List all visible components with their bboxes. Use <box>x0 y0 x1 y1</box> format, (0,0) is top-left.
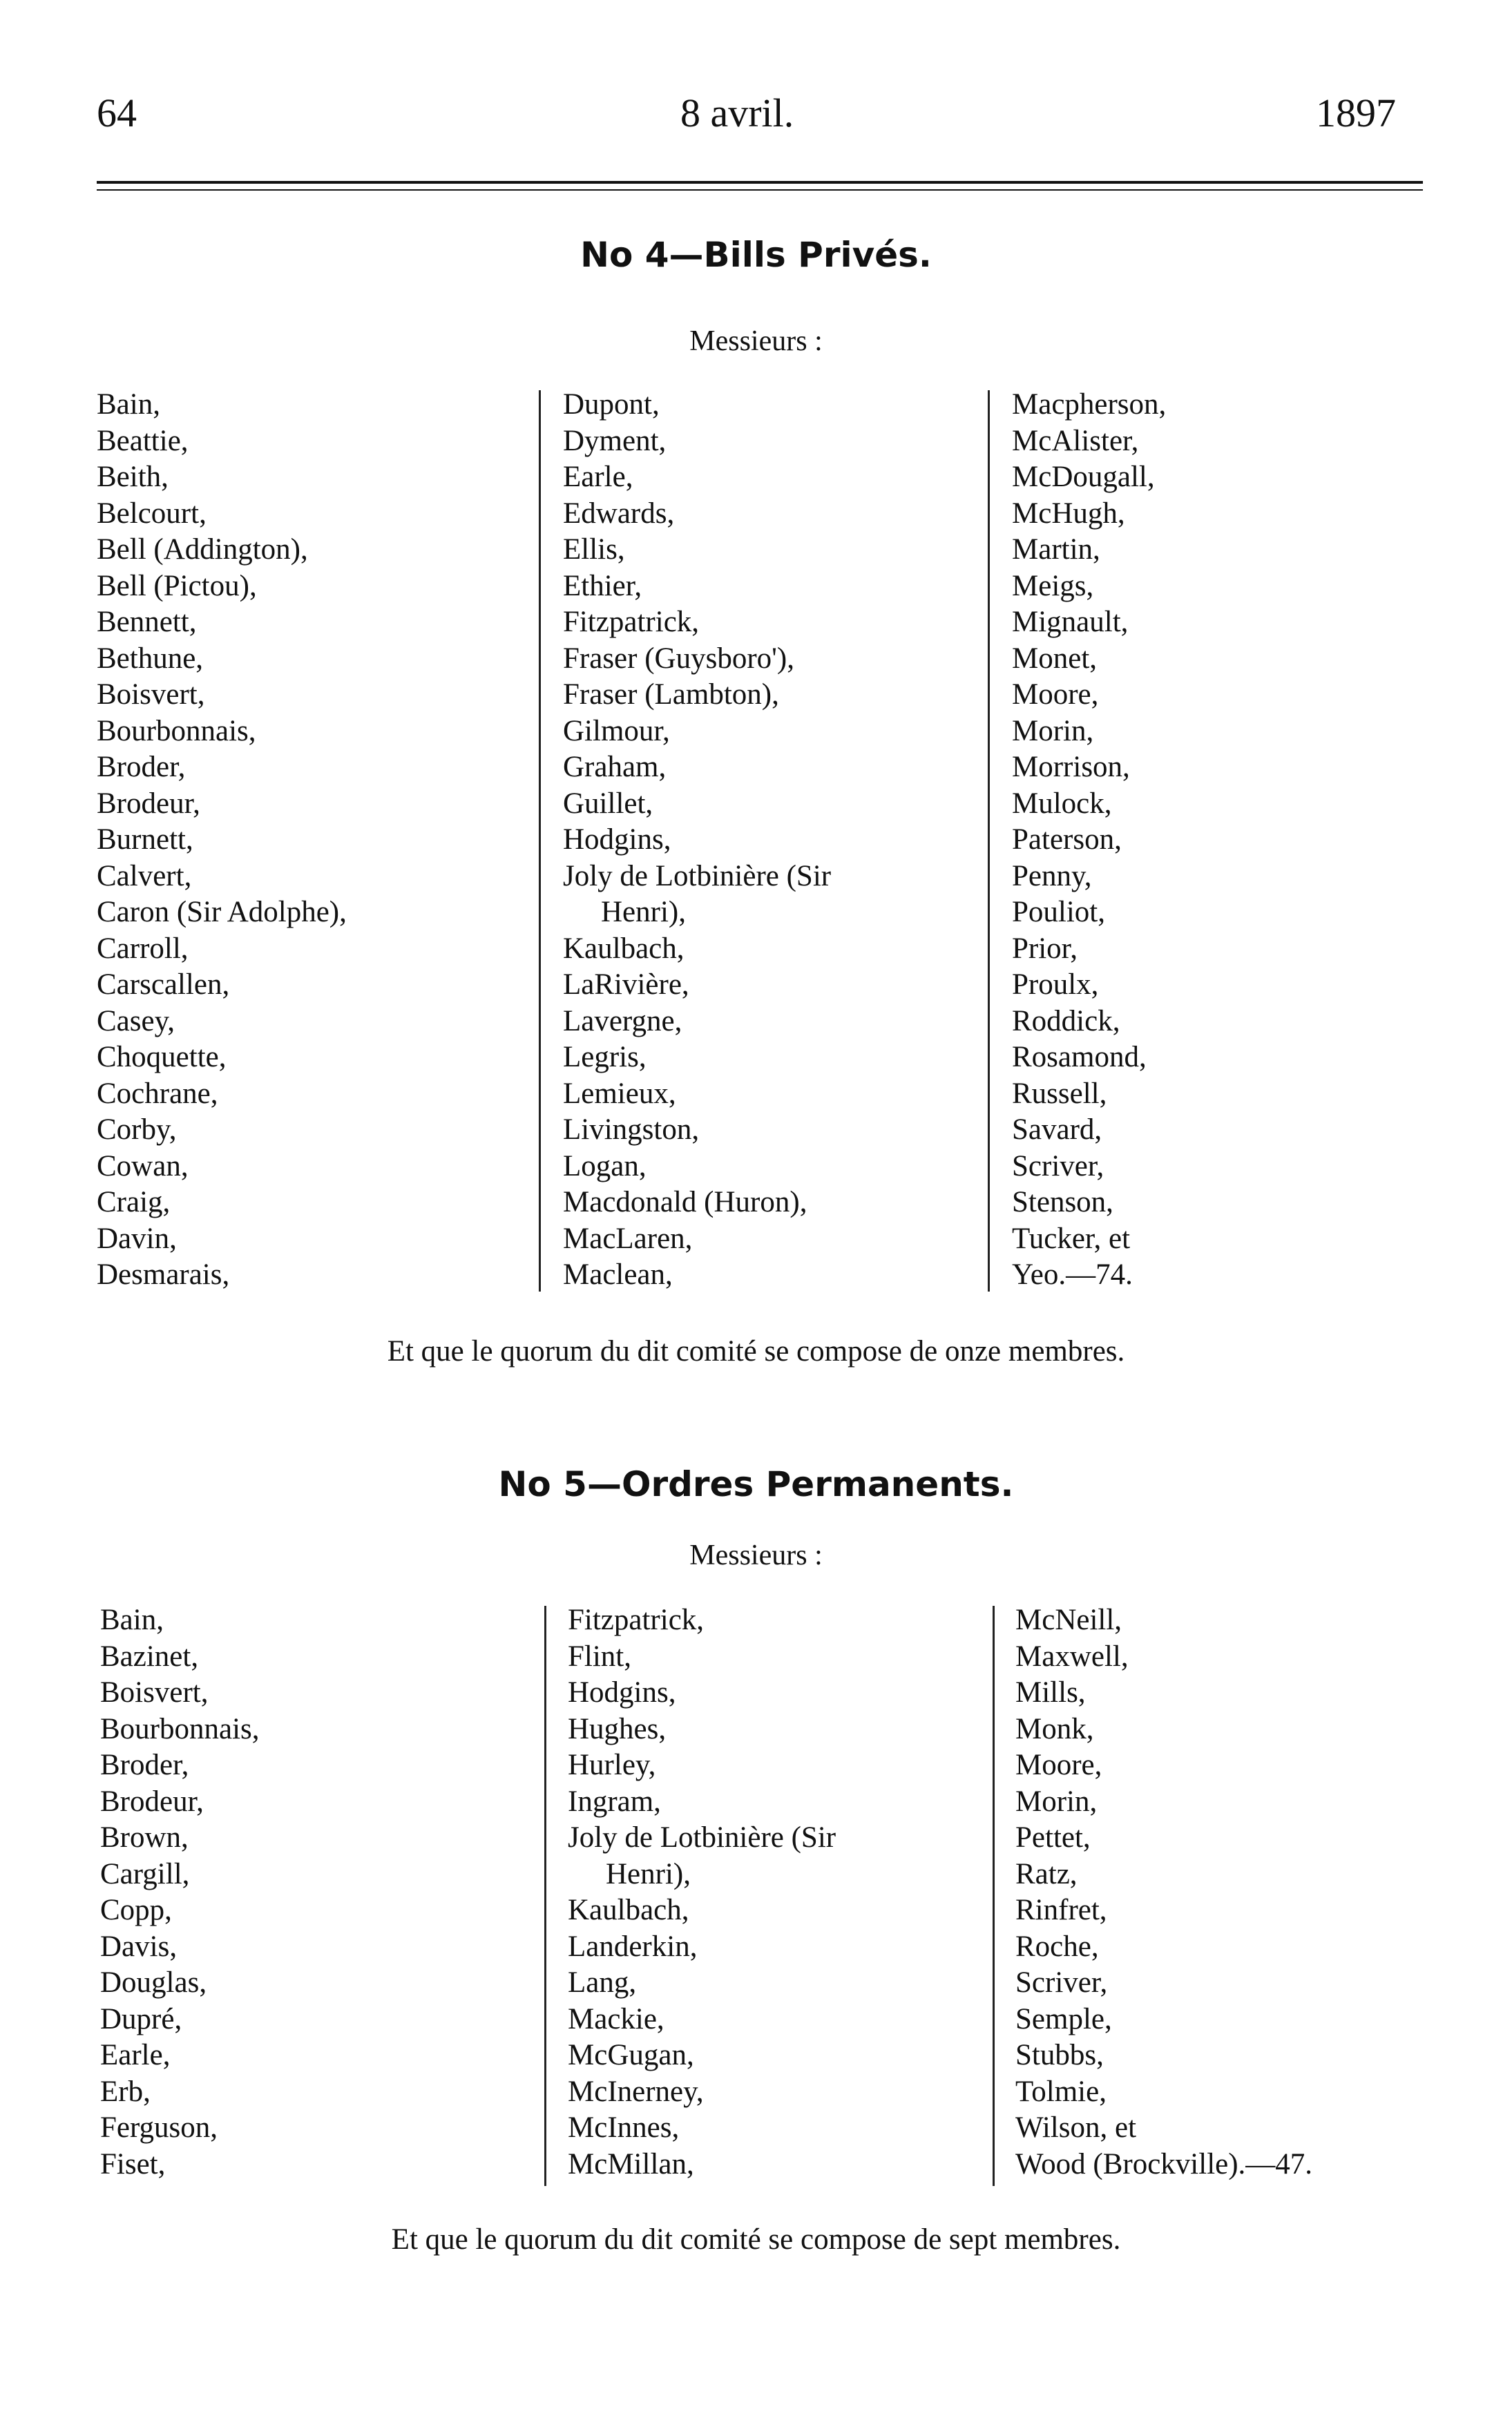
member-name: Broder, <box>100 1749 189 1781</box>
member-name: Carscallen, <box>97 968 230 1001</box>
member-name: LaRivière, <box>563 968 689 1001</box>
members-column <box>568 1602 836 2183</box>
member-name: Wilson, et <box>1015 2111 1137 2144</box>
member-name: Flint, <box>568 1640 632 1673</box>
member-name: McInerney, <box>568 2075 704 2108</box>
member-name: Henri), <box>606 1857 691 1890</box>
member-name: Roche, <box>1015 1930 1099 1963</box>
member-name: Morin, <box>1012 714 1094 747</box>
member-name: Scriver, <box>1012 1149 1104 1182</box>
member-name: Ferguson, <box>100 2111 218 2144</box>
member-name: Moore, <box>1012 678 1099 711</box>
member-name: Pouliot, <box>1012 896 1106 928</box>
member-name: McGugan, <box>568 2039 694 2071</box>
member-name: Caron (Sir Adolphe), <box>97 896 347 928</box>
member-name: Edwards, <box>563 497 675 530</box>
member-name: Brodeur, <box>97 787 200 820</box>
page-date: 8 avril. <box>680 90 794 135</box>
member-name: Casey, <box>97 1004 175 1037</box>
column-divider <box>988 390 990 1292</box>
member-name: Hodgins, <box>568 1676 676 1709</box>
member-name: Fraser (Lambton), <box>563 678 779 711</box>
member-name: Bain, <box>97 388 160 421</box>
member-name: Pettet, <box>1015 1821 1091 1854</box>
member-name: McMillan, <box>568 2147 694 2180</box>
members-column <box>1015 1602 1312 2183</box>
quorum-statement: Et que le quorum du dit comité se compose de onze membres. <box>387 1335 1125 1368</box>
member-name: Penny, <box>1012 859 1092 892</box>
member-name: Beattie, <box>97 424 189 457</box>
member-name: Choquette, <box>97 1041 227 1073</box>
member-name: Meigs, <box>1012 569 1094 602</box>
member-name: Wood (Brockville).—47. <box>1015 2147 1313 2180</box>
member-name: Bourbonnais, <box>97 714 256 747</box>
member-name: Guillet, <box>563 787 653 820</box>
member-name: Ethier, <box>563 569 642 602</box>
member-name: McHugh, <box>1012 497 1125 530</box>
member-name: Fraser (Guysboro'), <box>563 642 794 675</box>
member-name: Moore, <box>1015 1749 1102 1781</box>
members-column <box>1012 387 1166 1294</box>
member-name: McDougall, <box>1012 461 1155 493</box>
member-name: Roddick, <box>1012 1004 1120 1037</box>
header-rule-bottom <box>97 189 1423 191</box>
member-name: Brown, <box>100 1821 189 1854</box>
member-name: Mignault, <box>1012 606 1129 638</box>
member-name: Tolmie, <box>1015 2075 1107 2108</box>
member-name: Maxwell, <box>1015 1640 1129 1673</box>
column-divider <box>993 1606 995 2186</box>
member-name: Earle, <box>563 461 633 493</box>
member-name: Hughes, <box>568 1712 667 1745</box>
member-name: Kaulbach, <box>563 932 685 965</box>
member-name: Boisvert, <box>100 1676 209 1709</box>
member-name: Russell, <box>1012 1077 1107 1110</box>
member-name: Desmarais, <box>97 1258 230 1291</box>
member-name: Morin, <box>1015 1785 1098 1818</box>
member-name: Carroll, <box>97 932 189 965</box>
member-name: Davin, <box>97 1222 177 1255</box>
member-name: Dyment, <box>563 424 667 457</box>
member-name: Hurley, <box>568 1749 656 1781</box>
member-name: Landerkin, <box>568 1930 698 1963</box>
member-name: Cargill, <box>100 1857 190 1890</box>
member-name: Graham, <box>563 751 667 783</box>
member-name: Burnett, <box>97 823 193 856</box>
member-name: Hodgins, <box>563 823 671 856</box>
member-name: Stenson, <box>1012 1186 1113 1218</box>
column-divider <box>539 390 541 1292</box>
member-name: Dupont, <box>563 388 660 421</box>
section-subtitle-messieurs: Messieurs : <box>689 325 823 357</box>
member-name: Scriver, <box>1015 1966 1108 1999</box>
member-name: Monk, <box>1015 1712 1094 1745</box>
member-name: Mackie, <box>568 2002 664 2035</box>
member-name: Monet, <box>1012 642 1098 675</box>
member-name: Lavergne, <box>563 1004 682 1037</box>
member-name: Belcourt, <box>97 497 207 530</box>
members-column <box>97 387 347 1294</box>
column-divider <box>544 1606 546 2186</box>
member-name: Mills, <box>1015 1676 1086 1709</box>
header-rule-top <box>97 181 1423 184</box>
member-name: Henri), <box>601 896 686 928</box>
member-name: Beith, <box>97 461 169 493</box>
members-column <box>563 387 831 1294</box>
member-name: McInnes, <box>568 2111 680 2144</box>
section-subtitle-messieurs: Messieurs : <box>689 1540 823 1571</box>
member-name: Kaulbach, <box>568 1894 689 1926</box>
page-year: 1897 <box>1316 90 1396 135</box>
member-name: Martin, <box>1012 533 1100 566</box>
member-name: Rosamond, <box>1012 1041 1147 1073</box>
member-name: Bain, <box>100 1604 164 1636</box>
member-name: Yeo.—74. <box>1012 1258 1133 1291</box>
member-name: Macpherson, <box>1012 388 1167 421</box>
member-name: Gilmour, <box>563 714 670 747</box>
member-name: Stubbs, <box>1015 2039 1104 2071</box>
member-name: Ingram, <box>568 1785 661 1818</box>
member-name: Dupré, <box>100 2002 182 2035</box>
member-name: Paterson, <box>1012 823 1122 856</box>
member-name: Bourbonnais, <box>100 1712 260 1745</box>
member-name: Mulock, <box>1012 787 1112 820</box>
member-name: Bennett, <box>97 606 197 638</box>
member-name: Fiset, <box>100 2147 166 2180</box>
member-name: Joly de Lotbinière (Sir <box>568 1821 836 1854</box>
member-name: Calvert, <box>97 859 192 892</box>
member-name: Corby, <box>97 1113 177 1146</box>
member-name: Rinfret, <box>1015 1894 1107 1926</box>
member-name: Earle, <box>100 2039 171 2071</box>
member-name: Cochrane, <box>97 1077 218 1110</box>
member-name: Craig, <box>97 1186 171 1218</box>
member-name: Cowan, <box>97 1149 189 1182</box>
member-name: Savard, <box>1012 1113 1102 1146</box>
member-name: Logan, <box>563 1149 647 1182</box>
member-name: Joly de Lotbinière (Sir <box>563 859 832 892</box>
members-column <box>100 1602 260 2183</box>
member-name: Boisvert, <box>97 678 205 711</box>
quorum-statement: Et que le quorum du dit comité se compose de sept membres. <box>391 2223 1121 2256</box>
member-name: McAlister, <box>1012 424 1139 457</box>
member-name: Broder, <box>97 751 186 783</box>
member-name: Livingston, <box>563 1113 700 1146</box>
member-name: Prior, <box>1012 932 1078 965</box>
member-name: Erb, <box>100 2075 151 2108</box>
member-name: Proulx, <box>1012 968 1099 1001</box>
member-name: Fitzpatrick, <box>568 1604 705 1636</box>
member-name: Bazinet, <box>100 1640 199 1673</box>
section-title-ordres-permanents: No 5—Ordres Permanents. <box>498 1464 1014 1504</box>
member-name: Fitzpatrick, <box>563 606 700 638</box>
member-name: Semple, <box>1015 2002 1112 2035</box>
member-name: Davis, <box>100 1930 178 1963</box>
member-name: Bell (Pictou), <box>97 569 257 602</box>
member-name: Macdonald (Huron), <box>563 1186 807 1218</box>
member-name: Morrison, <box>1012 751 1130 783</box>
member-name: Ratz, <box>1015 1857 1078 1890</box>
member-name: Ellis, <box>563 533 625 566</box>
member-name: Brodeur, <box>100 1785 204 1818</box>
member-name: Tucker, et <box>1012 1222 1131 1255</box>
member-name: Maclean, <box>563 1258 673 1291</box>
member-name: Bell (Addington), <box>97 533 308 566</box>
page-number: 64 <box>97 90 137 135</box>
section-title-bills-prives: No 4—Bills Privés. <box>580 235 932 275</box>
member-name: Legris, <box>563 1041 647 1073</box>
member-name: Douglas, <box>100 1966 207 1999</box>
member-name: MacLaren, <box>563 1222 693 1255</box>
member-name: Lang, <box>568 1966 637 1999</box>
member-name: McNeill, <box>1015 1604 1122 1636</box>
member-name: Lemieux, <box>563 1077 676 1110</box>
member-name: Copp, <box>100 1894 172 1926</box>
member-name: Bethune, <box>97 642 204 675</box>
